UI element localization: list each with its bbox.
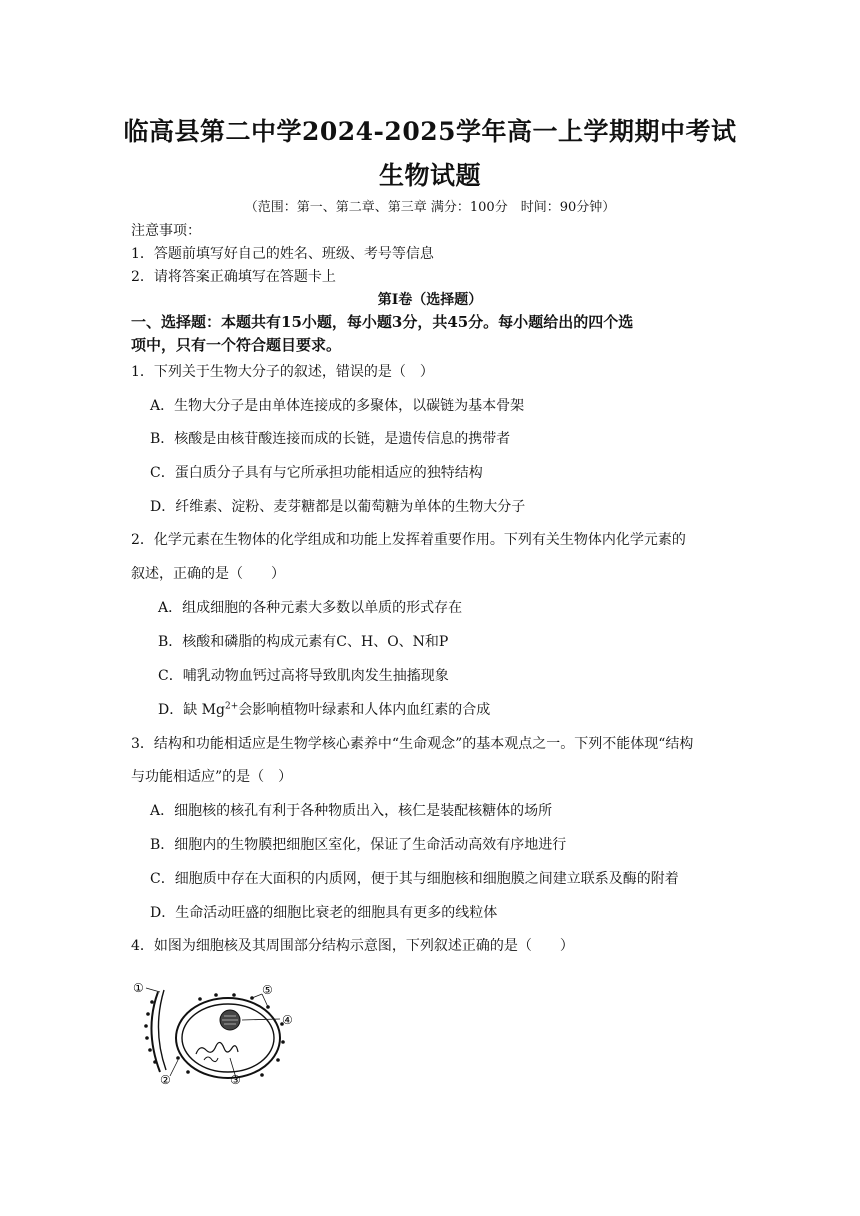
question-1-option-c: C．蛋白质分子具有与它所承担功能相适应的独特结构 <box>150 465 483 481</box>
question-3-option-b: B．细胞内的生物膜把细胞区室化，保证了生命活动高效有序地进行 <box>150 837 567 853</box>
label-1: ① <box>133 981 144 995</box>
question-2-option-d: D．缺 $Mg^{2+}$会影响植物叶绿素和人体内血红素的合成 <box>158 701 491 718</box>
question-1-option-d: D．纤维素、淀粉、麦芽糖都是以葡萄糖为单体的生物大分子 <box>150 499 526 515</box>
label-3: ③ <box>230 1073 241 1087</box>
note-item: 1．答题前填写好自己的姓名、班级、考号等信息 <box>131 246 434 262</box>
question-2-option-a: A．组成细胞的各种元素大多数以单质的形式存在 <box>158 600 463 616</box>
notes-heading: 注意事项： <box>131 223 201 239</box>
question-3-option-a: A．细胞核的核孔有利于各种物质出入，核仁是装配核糖体的场所 <box>150 803 553 819</box>
label-5: ⑤ <box>262 983 273 997</box>
nucleus-diagram <box>130 980 300 1088</box>
question-2-stem-line2: 叙述，正确的是（ ） <box>131 566 285 582</box>
question-1-option-b: B．核酸是由核苷酸连接而成的长链，是遗传信息的携带者 <box>150 431 511 447</box>
er-membrane-inner <box>158 990 166 1070</box>
exam-title-line2: 生物试题 <box>378 161 481 190</box>
question-4-stem: 4．如图为细胞核及其周围部分结构示意图，下列叙述正确的是（ ） <box>131 938 574 954</box>
question-1-stem: 1．下列关于生物大分子的叙述，错误的是（ ） <box>131 364 434 380</box>
label-2: ② <box>160 1073 171 1087</box>
section-heading-line1: 一、选择题：本题共有15小题，每小题3分，共45分。每小题给出的四个选 <box>131 313 634 331</box>
exam-title-line1: 临高县第二中学2024-2025学年高一上学期期中考试 <box>123 117 737 146</box>
question-3-stem-line1: 3．结构和功能相适应是生物学核心素养中“生命观念”的基本观点之一。下列不能体现“结构 <box>131 736 694 752</box>
question-2-stem-line1: 2．化学元素在生物体的化学组成和功能上发挥着重要作用。下列有关生物体内化学元素的 <box>131 532 686 548</box>
section-heading-line2: 项中，只有一个符合题目要求。 <box>131 336 342 354</box>
question-3-option-c: C．细胞质中存在大面积的内质网，便于其与细胞核和细胞膜之间建立联系及酶的附着 <box>150 871 679 887</box>
volume-title: 第Ⅰ卷（选择题） <box>377 292 483 308</box>
label-4: ④ <box>282 1013 293 1027</box>
question-3-option-d: D．生命活动旺盛的细胞比衰老的细胞具有更多的线粒体 <box>150 905 498 921</box>
chromatin <box>196 1042 238 1054</box>
note-item: 2．请将答案正确填写在答题卡上 <box>131 269 336 285</box>
question-2-option-c: C．哺乳动物血钙过高将导致肌肉发生抽搐现象 <box>158 668 449 684</box>
question-2-option-b: B．核酸和磷脂的构成元素有C、H、O、N和P <box>158 634 449 650</box>
chromatin-2 <box>204 1057 218 1062</box>
question-1-option-a: A．生物大分子是由单体连接成的多聚体，以碳链为基本骨架 <box>150 398 525 414</box>
question-3-stem-line2: 与功能相适应”的是（ ） <box>131 769 293 785</box>
exam-scope: （范围：第一、第二章、第三章 满分：100分 时间：90分钟） <box>244 200 616 215</box>
